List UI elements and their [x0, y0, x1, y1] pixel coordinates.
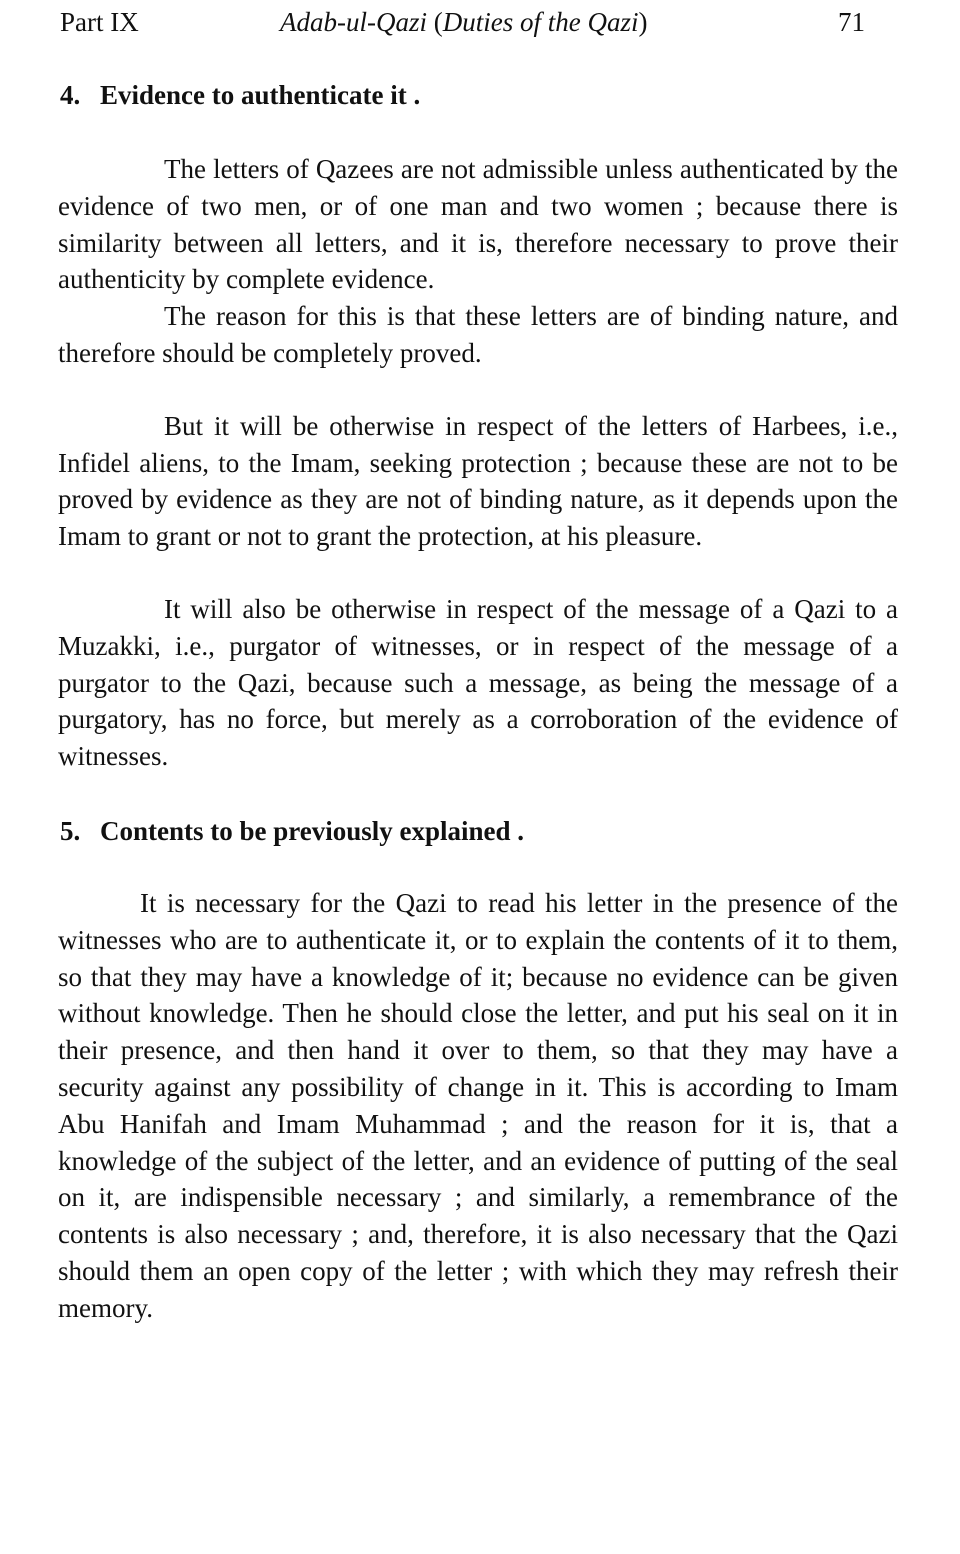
section-title-5: Contents to be previously explained . [100, 815, 525, 846]
running-title-main: Adab-ul-Qazi [280, 7, 427, 37]
section-number-4: 4. [60, 80, 81, 110]
paragraph: It will also be otherwise in respect of the message of a Qazi to a Muzakki, i.e., purgator of witnesses, or in respect of the message of a purgator to the Qazi, because such a message, as being the message of a purgatory, has no force, but merely as a corroboration of the evidence of witnesses. [58, 593, 898, 772]
section-heading-4 [58, 77, 898, 113]
part-label: Part IX [60, 7, 139, 37]
section-number-5: 5. [60, 815, 81, 846]
paragraph: The reason for this is that these letters are of binding nature, and therefore should be completely proved. [58, 301, 898, 368]
running-title [280, 0, 647, 44]
page-number: 71 [838, 7, 865, 37]
section-heading-5 [58, 813, 898, 849]
running-title-sub: Duties of the Qazi [442, 7, 639, 37]
paragraph: But it will be otherwise in respect of the letters of Harbees, i.e., Infidel aliens, to the Imam, seeking protection ; because these are not to be proved by evidence as they are not of binding nature, as it depends upon the Imam to grant or not to grant the protection, at his pleasure. [58, 410, 898, 552]
section-title-4: Evidence to authenticate it . [100, 80, 421, 110]
book-page [58, 0, 898, 1327]
running-title-paren-open: ( [433, 7, 443, 37]
running-header [58, 0, 898, 44]
paragraph: The letters of Qazees are not admissible unless authenticated by the evidence of two men, or of one man and two women ; because there is similarity between all letters, and it is, therefore necessary to prove their authenticity by complete evidence. [58, 154, 898, 295]
running-title-paren-close: ) [638, 7, 648, 37]
paragraph: It is necessary for the Qazi to read his letter in the presence of the witnesses who are to authenticate it, or to explain the contents of it to them, so that they may have a knowledge of it; because no evidence can be given without knowledge. Then he should close the letter, and put his seal on it in their presence, and then hand it over to them, so that they may have a security against any possibility of change in it. This is according to Imam Abu Hanifah and Imam Muhammad ; and the reason for it is, that a knowledge of the subject of the letter, and an evidence of putting of the seal on it, are indispensible necessary ; and similarly, a remembrance of the contents is also necessary ; and, therefore, it is also necessary that the Qazi should them an open copy of the letter ; with which they may refresh their memory. [58, 887, 898, 1323]
